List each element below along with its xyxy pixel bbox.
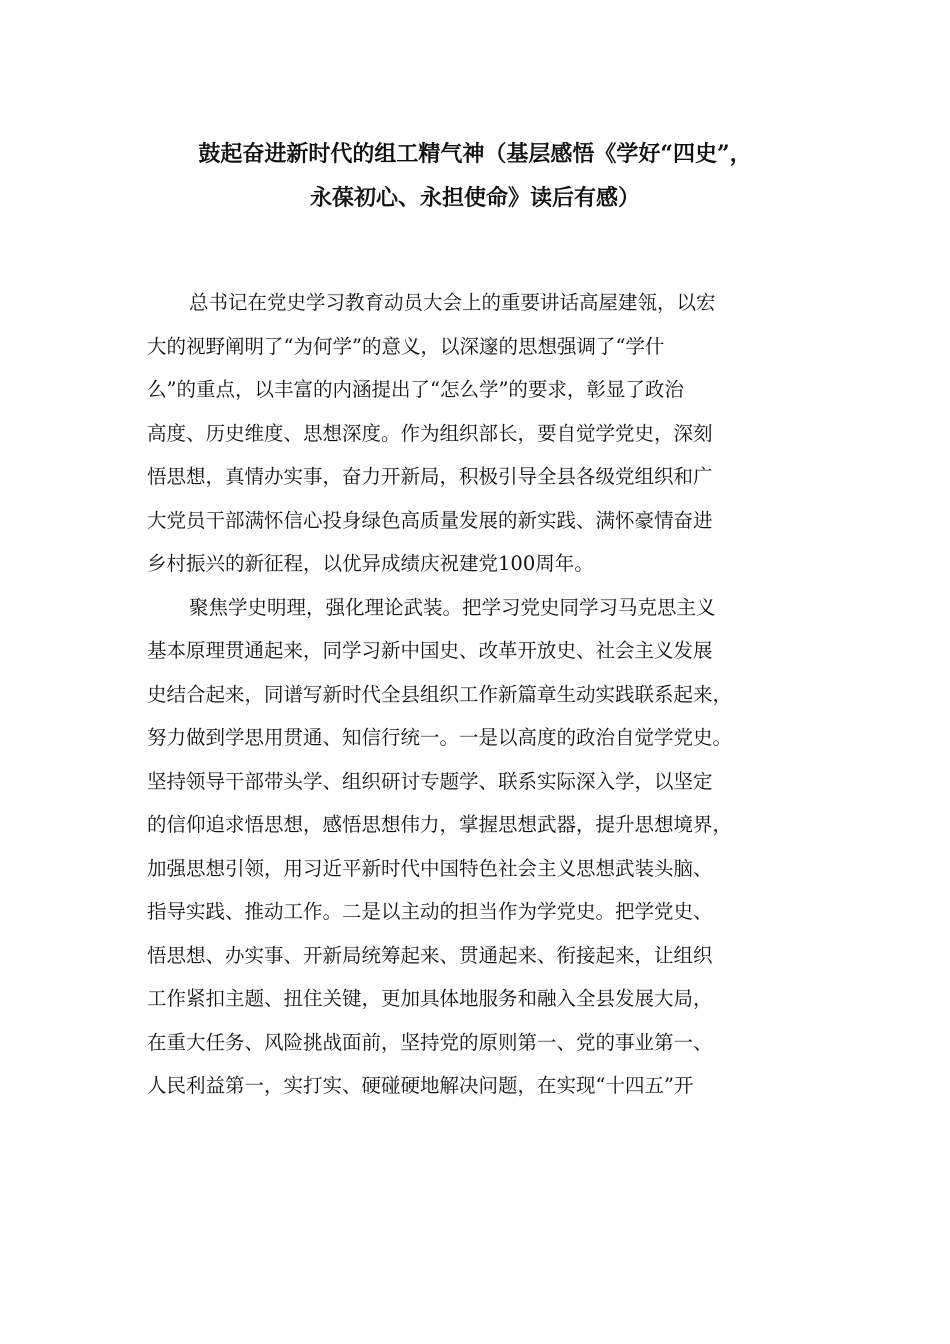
paragraph-2-line-7: 加强思想引领，用习近平新时代中国特色社会主义思想武装头脑、	[147, 856, 713, 880]
paragraph-1-line-6: 大党员干部满怀信心投身绿色高质量发展的新实践、满怀豪情奋进	[147, 508, 713, 532]
paragraph-2-line-6: 的信仰追求悟思想，感悟思想伟力，掌握思想武器，提升思想境界，	[147, 813, 733, 836]
title-line-2: 永葆初心、永担使命》读后有感）	[309, 185, 640, 211]
paragraph-2-line-2: 基本原理贯通起来，同学习新中国史、改革开放史、社会主义发展	[147, 639, 713, 662]
paragraph-2-line-4: 努力做到学思用贯通、知信行统一。一是以高度的政治自觉学党史。	[147, 726, 733, 749]
paragraph-1-line-4: 高度、历史维度、思想深度。作为组织部长，要自觉学党史，深刻	[147, 421, 713, 445]
paragraph-2-line-8: 指导实践、推动工作。二是以主动的担当作为学党史。把学党史、	[147, 900, 713, 923]
paragraph-1-line-3: 么”的重点，以丰富的内涵提出了“怎么学”的要求，彰显了政治	[147, 378, 684, 401]
paragraph-2-line-5: 坚持领导干部带头学、组织研讨专题学、联系实际深入学，以坚定	[147, 769, 713, 793]
title-line-1: 鼓起奋进新时代的组工精气神（基层感悟《学好“四史”，	[198, 141, 752, 167]
document-body	[147, 281, 807, 1108]
paragraph-2-line-12: 人民利益第一，实打实、硬碰硬地解决问题，在实现“十四五”开	[147, 1074, 694, 1097]
document-title	[100, 132, 850, 220]
paragraph-1-line-2: 大的视野阐明了“为何学”的意义，以深邃的思想强调了“学什	[147, 334, 665, 358]
paragraph-2-line-9: 悟思想、办实事、开新局统筹起来、贯通起来、衔接起来，让组织	[147, 943, 713, 967]
paragraph-1-line-1: 总书记在党史学习教育动员大会上的重要讲话高屋建瓴，以宏	[189, 291, 716, 314]
paragraph-2-line-10: 工作紧扣主题、扭住关键，更加具体地服务和融入全县发展大局，	[147, 987, 713, 1010]
paragraph-1-line-7: 乡村振兴的新征程，以优异成绩庆祝建党100周年。	[147, 552, 594, 575]
paragraph-1-line-5: 悟思想，真情办实事，奋力开新局，积极引导全县各级党组织和广	[147, 465, 713, 488]
paragraph-2-line-11: 在重大任务、风险挑战面前，坚持党的原则第一、党的事业第一、	[147, 1030, 713, 1054]
paragraph-2-line-3: 史结合起来，同谱写新时代全县组织工作新篇章生动实践联系起来，	[147, 682, 733, 706]
paragraph-2-line-1: 聚焦学史明理，强化理论武装。把学习党史同学习马克思主义	[189, 595, 716, 619]
